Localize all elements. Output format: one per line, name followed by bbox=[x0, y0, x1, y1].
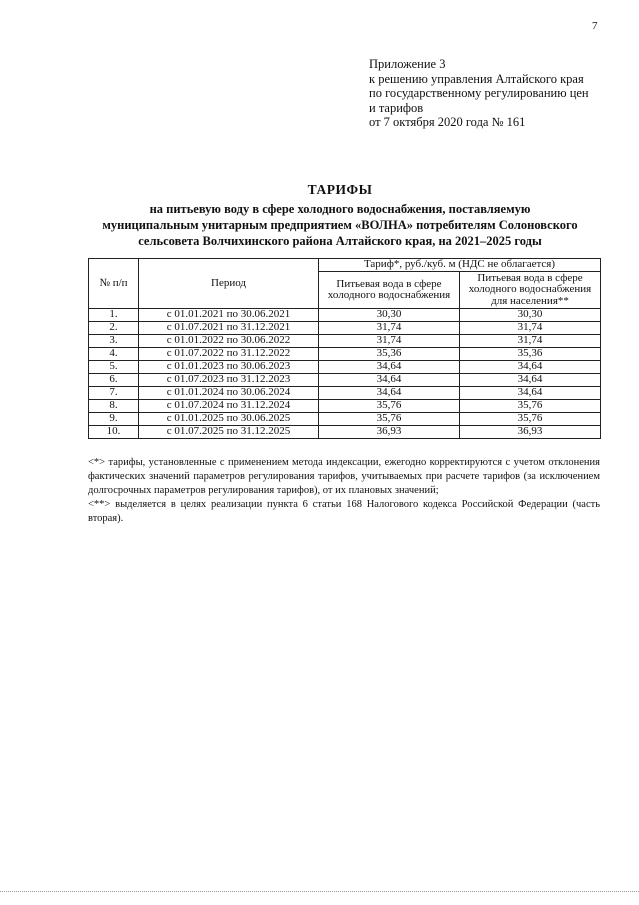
document-heading bbox=[60, 182, 620, 249]
tariff-table bbox=[88, 258, 601, 439]
row-period-cell: с 01.01.2021 по 30.06.2021 bbox=[139, 309, 319, 322]
row-period-cell: с 01.07.2021 по 31.12.2021 bbox=[139, 322, 319, 335]
table-row bbox=[89, 309, 601, 322]
row-number-cell: 7. bbox=[89, 387, 139, 400]
appendix-block bbox=[369, 57, 624, 130]
row-number-cell: 5. bbox=[89, 361, 139, 374]
row-population-cell: 31,74 bbox=[460, 322, 601, 335]
row-population-cell: 34,64 bbox=[460, 387, 601, 400]
table-row bbox=[89, 361, 601, 374]
row-number-cell: 10. bbox=[89, 426, 139, 439]
tariff-table-body bbox=[89, 309, 601, 439]
footnote-2: <**> выделяется в целях реализации пункта 6 статьи 168 Налогового кодекса Российской Федерации (часть вторая). bbox=[88, 499, 600, 524]
row-number-cell: 8. bbox=[89, 400, 139, 413]
row-general-cell: 34,64 bbox=[319, 374, 460, 387]
row-general-cell: 34,64 bbox=[319, 361, 460, 374]
row-number-cell: 9. bbox=[89, 413, 139, 426]
row-period-cell: с 01.01.2025 по 30.06.2025 bbox=[139, 413, 319, 426]
appendix-line: Приложение 3 bbox=[369, 57, 446, 71]
appendix-line: по государственному регулированию цен bbox=[369, 86, 589, 100]
row-general-cell: 31,74 bbox=[319, 335, 460, 348]
header-general: Питьевая вода в сфере холодного водоснабжения bbox=[319, 272, 460, 309]
subtitle-line: сельсовета Волчихинского района Алтайского края, на 2021–2025 годы bbox=[138, 234, 542, 248]
row-period-cell: с 01.07.2025 по 31.12.2025 bbox=[139, 426, 319, 439]
table-row bbox=[89, 322, 601, 335]
table-row bbox=[89, 374, 601, 387]
header-tariff-group: Тариф*, руб./куб. м (НДС не облагается) bbox=[319, 259, 601, 272]
table-row bbox=[89, 400, 601, 413]
row-population-cell: 35,76 bbox=[460, 413, 601, 426]
row-population-cell: 35,36 bbox=[460, 348, 601, 361]
table-row bbox=[89, 426, 601, 439]
appendix-line: и тарифов bbox=[369, 100, 424, 115]
row-period-cell: с 01.01.2022 по 30.06.2022 bbox=[139, 335, 319, 348]
header-number: № п/п bbox=[89, 259, 139, 309]
document-subtitle bbox=[60, 201, 620, 249]
row-period-cell: с 01.01.2024 по 30.06.2024 bbox=[139, 387, 319, 400]
table-row bbox=[89, 413, 601, 426]
row-general-cell: 31,74 bbox=[319, 322, 460, 335]
row-number-cell: 1. bbox=[89, 309, 139, 322]
header-period: Период bbox=[139, 259, 319, 309]
header-population: Питьевая вода в сфере холодного водоснабжения для населения** bbox=[460, 272, 601, 309]
footnotes bbox=[88, 456, 600, 526]
subtitle-line: на питьевую воду в сфере холодного водоснабжения, поставляемую bbox=[149, 202, 531, 216]
footnote-1: <*> тарифы, установленные с применением метода индексации, ежегодно корректируются с учетом отклонения фактических значений параметров регулирования тарифов, учитываемых при расчете тарифов (за исключением долгосрочных параметров регулирования тарифов), от их плановых значений; bbox=[88, 457, 600, 496]
table-row bbox=[89, 335, 601, 348]
footer-divider bbox=[0, 891, 639, 892]
row-population-cell: 34,64 bbox=[460, 374, 601, 387]
row-population-cell: 31,74 bbox=[460, 335, 601, 348]
row-number-cell: 2. bbox=[89, 322, 139, 335]
row-general-cell: 35,76 bbox=[319, 400, 460, 413]
row-general-cell: 34,64 bbox=[319, 387, 460, 400]
row-period-cell: с 01.07.2022 по 31.12.2022 bbox=[139, 348, 319, 361]
row-number-cell: 3. bbox=[89, 335, 139, 348]
row-period-cell: с 01.07.2024 по 31.12.2024 bbox=[139, 400, 319, 413]
table-row bbox=[89, 387, 601, 400]
row-population-cell: 35,76 bbox=[460, 400, 601, 413]
row-general-cell: 35,76 bbox=[319, 413, 460, 426]
table-row bbox=[89, 348, 601, 361]
row-number-cell: 4. bbox=[89, 348, 139, 361]
row-population-cell: 34,64 bbox=[460, 361, 601, 374]
appendix-line: к решению управления Алтайского края bbox=[369, 71, 584, 86]
row-period-cell: с 01.01.2023 по 30.06.2023 bbox=[139, 361, 319, 374]
row-number-cell: 6. bbox=[89, 374, 139, 387]
appendix-line: от 7 октября 2020 года № 161 bbox=[369, 115, 526, 129]
document-title: ТАРИФЫ bbox=[307, 182, 373, 197]
subtitle-line: муниципальным унитарным предприятием «ВОЛНА» потребителям Солоновского bbox=[102, 218, 578, 232]
row-population-cell: 30,30 bbox=[460, 309, 601, 322]
row-period-cell: с 01.07.2023 по 31.12.2023 bbox=[139, 374, 319, 387]
row-general-cell: 35,36 bbox=[319, 348, 460, 361]
row-general-cell: 36,93 bbox=[319, 426, 460, 439]
row-population-cell: 36,93 bbox=[460, 426, 601, 439]
row-general-cell: 30,30 bbox=[319, 309, 460, 322]
page-number: 7 bbox=[592, 20, 598, 32]
